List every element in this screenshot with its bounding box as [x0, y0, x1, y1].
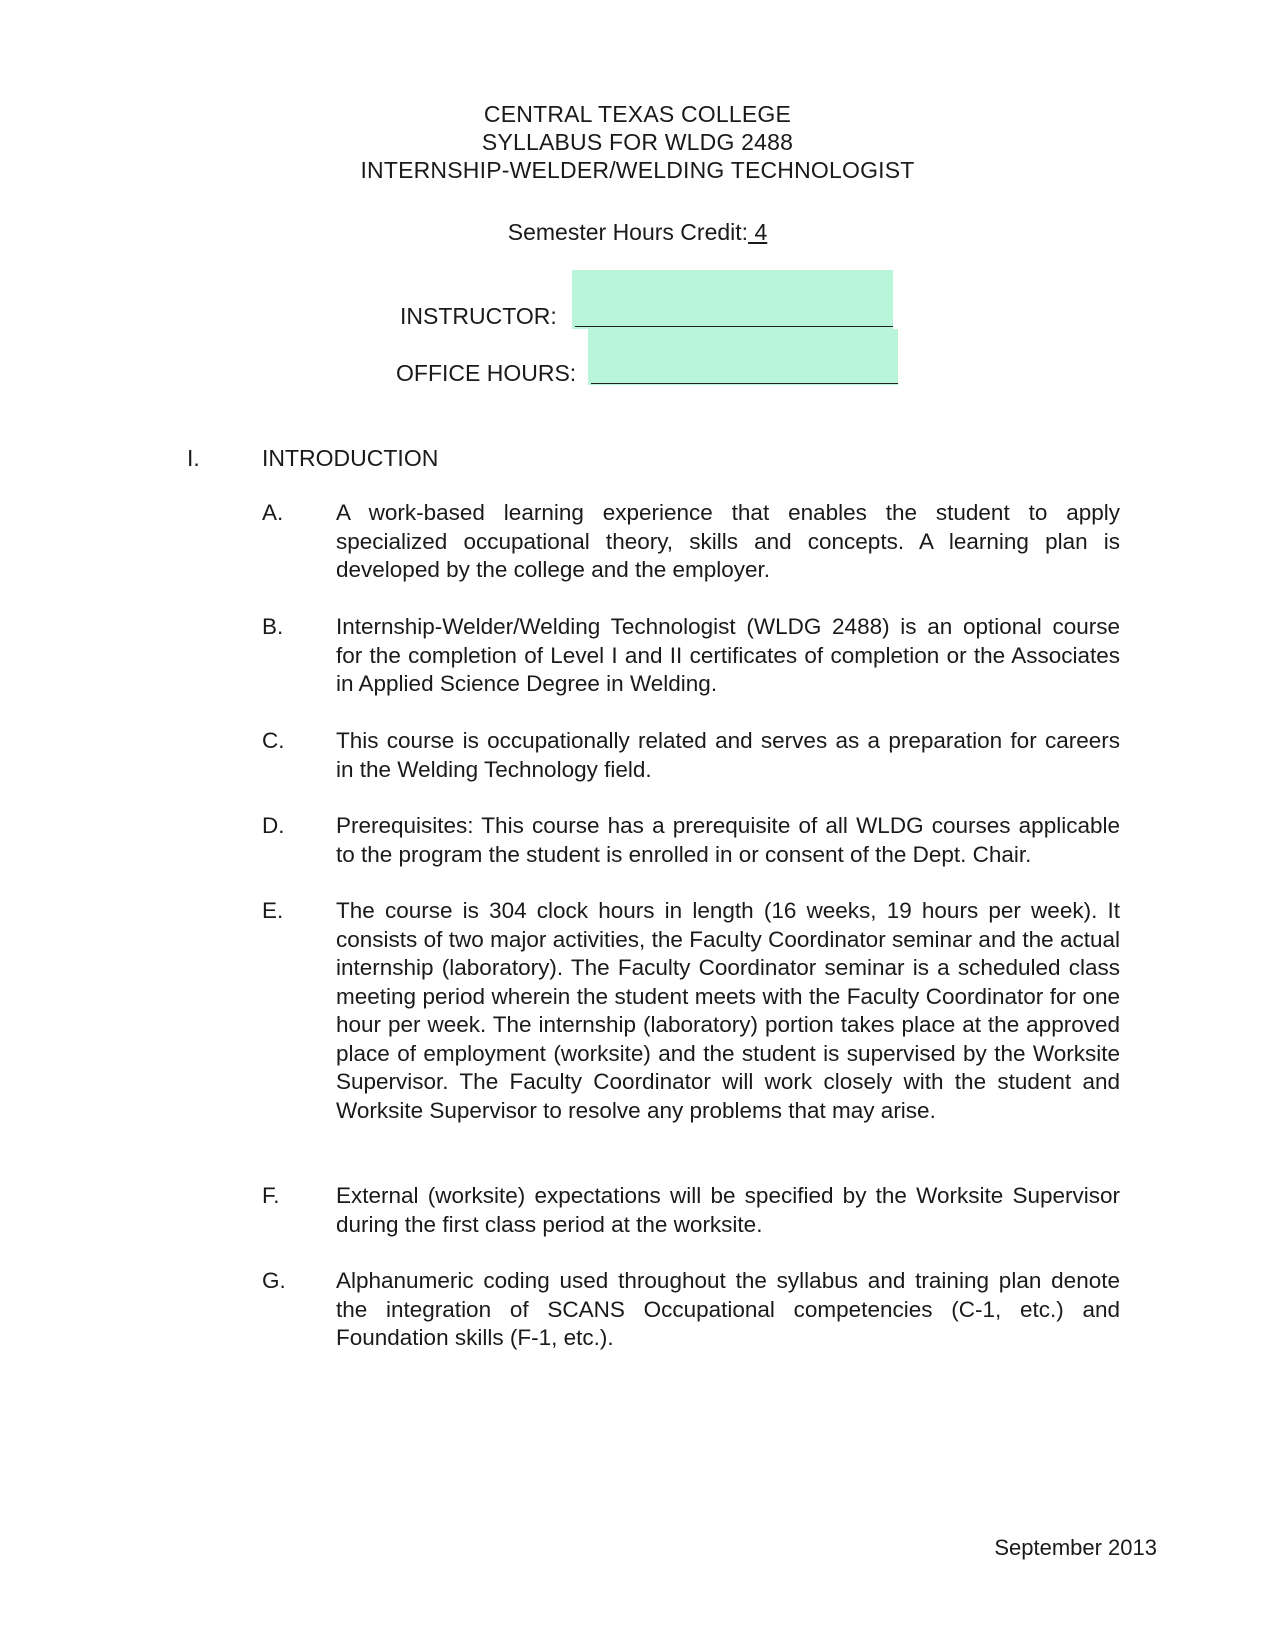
intro-item-b — [262, 613, 1120, 699]
item-letter: B. — [262, 614, 284, 639]
item-letter: E. — [262, 898, 284, 923]
item-text: A work-based learning experience that enables the student to apply specialized occupational theory, skills and concepts. A learning plan is developed by the college and the employer. — [336, 500, 1120, 582]
item-text: The course is 304 clock hours in length (16 weeks, 19 hours per week). It consists of two major activities, the Faculty Coordinator seminar and the actual internship (laboratory). The Faculty Coordinator seminar is a scheduled class meeting period wherein the student meets with the Faculty Coordinator for one hour per week. The internship (laboratory) portion takes place at the approved place of employment (worksite) and the student is supervised by the Worksite Supervisor. The Faculty Coordinator will work closely with the student and Worksite Supervisor to resolve any problems that may arise. — [336, 898, 1120, 1123]
item-letter: A. — [262, 500, 284, 525]
intro-item-e — [262, 897, 1120, 1155]
item-text: Prerequisites: This course has a prerequisite of all WLDG courses applicable to the program the student is enrolled in or consent of the Dept. Chair. — [336, 813, 1120, 867]
item-text: Internship-Welder/Welding Technologist (WLDG 2488) is an optional course for the completion of Level I and II certificates of completion or the Associates in Applied Science Degree in Welding. — [336, 614, 1120, 696]
section-number: I. — [187, 445, 200, 471]
intro-item-g — [262, 1267, 1120, 1353]
credit-label: Semester Hours Credit: — [507, 219, 749, 245]
item-text: External (worksite) expectations will be specified by the Worksite Supervisor during the first class period at the worksite. — [336, 1183, 1120, 1237]
office-hours-label: OFFICE HOURS: — [396, 360, 577, 386]
instructor-label: INSTRUCTOR: — [400, 303, 557, 329]
college-name: CENTRAL TEXAS COLLEGE — [483, 101, 792, 127]
semester-hours-credit — [0, 219, 1275, 246]
instructor-field[interactable] — [572, 270, 893, 329]
course-title: INTERNSHIP-WELDER/WELDING TECHNOLOGIST — [360, 157, 915, 183]
credit-value: 4 — [748, 219, 768, 245]
item-text: Alphanumeric coding used throughout the syllabus and training plan denote the integration of SCANS Occupational competencies (C-1, etc.) and Foundation skills (F-1, etc.). — [336, 1268, 1120, 1350]
item-letter: D. — [262, 813, 285, 838]
intro-item-d — [262, 812, 1120, 870]
intro-item-a — [262, 499, 1120, 585]
office-hours-field[interactable] — [588, 329, 898, 385]
office-hours-underline — [591, 383, 898, 384]
intro-item-c — [262, 727, 1120, 785]
section-title: INTRODUCTION — [262, 445, 439, 471]
syllabus-course-code: SYLLABUS FOR WLDG 2488 — [481, 129, 794, 155]
document-header — [0, 100, 1275, 184]
intro-item-f — [262, 1182, 1120, 1240]
item-letter: C. — [262, 728, 285, 753]
instructor-underline — [575, 326, 893, 327]
item-letter: F. — [262, 1183, 280, 1208]
footer-date: September 2013 — [994, 1535, 1157, 1560]
item-letter: G. — [262, 1268, 286, 1293]
item-text: This course is occupationally related and serves as a preparation for careers in the Welding Technology field. — [336, 728, 1120, 782]
